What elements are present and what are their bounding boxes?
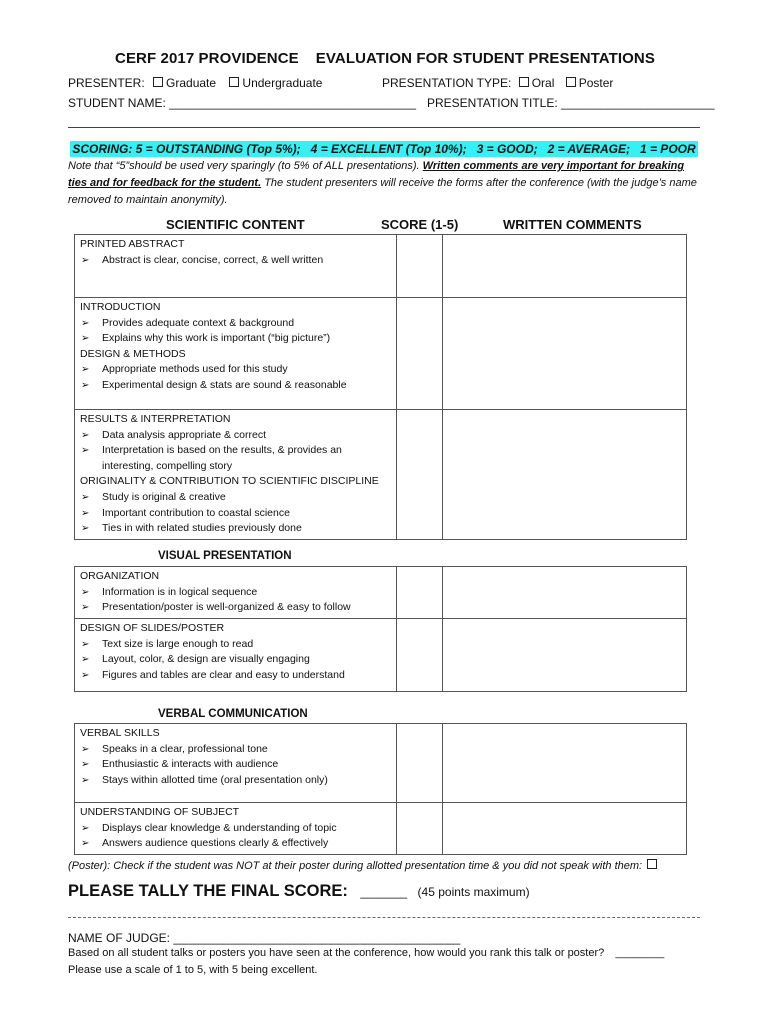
table-row [75,619,687,692]
section-heading: VERBAL SKILLS [80,727,160,739]
table-row [75,803,687,855]
tally-max-note: (45 points maximum) [417,885,530,899]
list-item: ➢ Study is original & creative [80,490,391,506]
arrow-bullet-icon: ➢ [81,317,90,329]
rank-blank[interactable]: ________ [615,947,665,959]
list-item: ➢ Stays within allotted time (oral presentation only) [80,773,391,789]
list-item: ➢ Information is in logical sequence [80,585,391,601]
table-row [75,567,687,619]
list-item: ➢ Provides adequate context & background [80,316,391,332]
arrow-bullet-icon: ➢ [81,654,90,666]
score-cell[interactable] [397,235,443,298]
comments-cell[interactable] [443,235,687,298]
poster-absence-checkbox[interactable] [647,859,657,869]
scoring-legend [68,142,700,156]
tally-blank[interactable]: _______ [360,885,408,899]
oral-label: Oral [531,76,555,90]
presentation-type-row [382,76,613,90]
section-heading: PRINTED ABSTRACT [80,238,185,250]
comments-cell[interactable] [443,803,687,855]
scoring-note [68,158,700,209]
score-column-heading: SCORE (1-5) [381,217,459,232]
arrow-bullet-icon: ➢ [81,838,90,850]
poster-absence-row [68,859,660,872]
section-heading: ORGANIZATION [80,570,160,582]
cut-line [68,917,700,918]
arrow-bullet-icon: ➢ [81,774,90,786]
verbal-communication-heading: VERBAL COMMUNICATION [158,708,308,720]
score-cell[interactable] [397,410,443,540]
comments-cell[interactable] [443,724,687,803]
table-row [75,410,687,540]
arrow-bullet-icon: ➢ [81,379,90,391]
list-item: ➢ Interpretation is based on the results, & provides an interesting, compelling story [81,444,342,472]
graduate-label: Graduate [166,76,217,90]
arrow-bullet-icon: ➢ [81,429,90,441]
poster-absence-note: (Poster): Check if the student was NOT at their poster during allotted presentation time & you did not speak with them: [68,860,643,872]
comments-cell[interactable] [443,298,687,410]
comments-cell[interactable] [443,619,687,692]
arrow-bullet-icon: ➢ [81,364,90,376]
arrow-bullet-icon: ➢ [81,507,90,519]
presenter-label: PRESENTER: [68,76,145,90]
visual-presentation-heading: VISUAL PRESENTATION [158,550,292,562]
divider [68,127,700,128]
list-item: ➢ Abstract is clear, concise, correct, & well written [80,253,391,269]
rank-scale-note: Please use a scale of 1 to 5, with 5 being excellent. [68,964,318,976]
arrow-bullet-icon: ➢ [81,445,90,457]
scoring-text: SCORING: 5 = OUTSTANDING (Top 5%); 4 = EXCELLENT (Top 10%); 3 = GOOD; 2 = AVERAGE; 1 = POOR [72,142,696,156]
score-cell[interactable] [397,298,443,410]
section-heading: INTRODUCTION [80,301,161,313]
section-heading: RESULTS & INTERPRETATION [80,413,231,425]
score-cell[interactable] [397,619,443,692]
tally-label: PLEASE TALLY THE FINAL SCORE: [68,882,348,900]
comments-cell[interactable] [443,410,687,540]
poster-checkbox[interactable] [566,77,576,87]
rank-question: Based on all student talks or posters you have seen at the conference, how would you rank this talk or poster? [68,947,605,959]
arrow-bullet-icon: ➢ [81,586,90,598]
tally-row [68,882,530,901]
arrow-bullet-icon: ➢ [81,638,90,650]
undergraduate-label: Undergraduate [242,76,323,90]
list-item: ➢ Displays clear knowledge & understanding of topic [80,821,391,837]
score-cell[interactable] [397,567,443,619]
poster-label: Poster [578,76,614,90]
list-item: ➢ Answers audience questions clearly & effectively [80,836,391,852]
arrow-bullet-icon: ➢ [81,254,90,266]
list-item: ➢ Appropriate methods used for this study [80,362,391,378]
section-heading: ORIGINALITY & CONTRIBUTION TO SCIENTIFIC DISCIPLINE [80,475,379,488]
judge-name-field[interactable]: NAME OF JUDGE: ___________________________________________ [68,931,461,945]
list-item: ➢ Layout, color, & design are visually engaging [80,652,391,668]
graduate-checkbox[interactable] [153,77,163,87]
section-heading: DESIGN & METHODS [80,347,186,360]
arrow-bullet-icon: ➢ [81,491,90,503]
list-item: ➢ Speaks in a clear, professional tone [80,742,391,758]
oral-checkbox[interactable] [519,77,529,87]
list-item: ➢ Enthusiastic & interacts with audience [80,757,391,773]
table-row [75,724,687,803]
table-row [75,235,687,298]
section-heading: UNDERSTANDING OF SUBJECT [80,806,240,818]
visual-table [74,566,687,692]
table-row [75,298,687,410]
arrow-bullet-icon: ➢ [81,743,90,755]
arrow-bullet-icon: ➢ [81,759,90,771]
note-text-end: The student presenters will receive the forms after the conference (with the judge’s name removed to maintain anonymity). [68,177,697,206]
undergraduate-checkbox[interactable] [229,77,239,87]
list-item: ➢ Experimental design & stats are sound & reasonable [80,378,391,394]
presenter-row [68,76,322,90]
rank-question-row [68,947,664,959]
list-item: ➢ Important contribution to coastal science [80,506,391,522]
student-name-field[interactable]: STUDENT NAME: _____________________________________ [68,96,417,110]
list-item: ➢ Text size is large enough to read [80,637,391,653]
note-emphasis: Written comments are very important for breaking ties and for feedback for the student. [68,160,685,189]
list-item: ➢ Explains why this work is important (“big picture”) [80,331,391,347]
list-item: ➢ Presentation/poster is well-organized & easy to follow [80,600,391,616]
comments-column-heading: WRITTEN COMMENTS [503,217,642,232]
comments-cell[interactable] [443,567,687,619]
arrow-bullet-icon: ➢ [81,822,90,834]
verbal-table [74,723,687,855]
presentation-title-field[interactable]: PRESENTATION TITLE: _______________________ [427,96,715,110]
arrow-bullet-icon: ➢ [81,333,90,345]
list-item: ➢ Data analysis appropriate & correct [80,428,391,444]
section-heading: DESIGN OF SLIDES/POSTER [80,622,225,634]
arrow-bullet-icon: ➢ [81,602,90,614]
score-cell[interactable] [397,724,443,803]
arrow-bullet-icon: ➢ [81,523,90,535]
arrow-bullet-icon: ➢ [81,669,90,681]
score-cell[interactable] [397,803,443,855]
note-text: Note that “5”should be used very sparingly (to 5% of ALL presentations). [68,160,423,172]
type-label: PRESENTATION TYPE: [382,76,512,90]
scientific-content-heading: SCIENTIFIC CONTENT [166,217,305,232]
scientific-table [74,234,687,540]
form-title: CERF 2017 PROVIDENCE EVALUATION FOR STUDENT PRESENTATIONS [115,50,655,67]
list-item: ➢ Figures and tables are clear and easy to understand [80,668,391,684]
list-item: ➢ Ties in with related studies previously done [80,521,391,537]
